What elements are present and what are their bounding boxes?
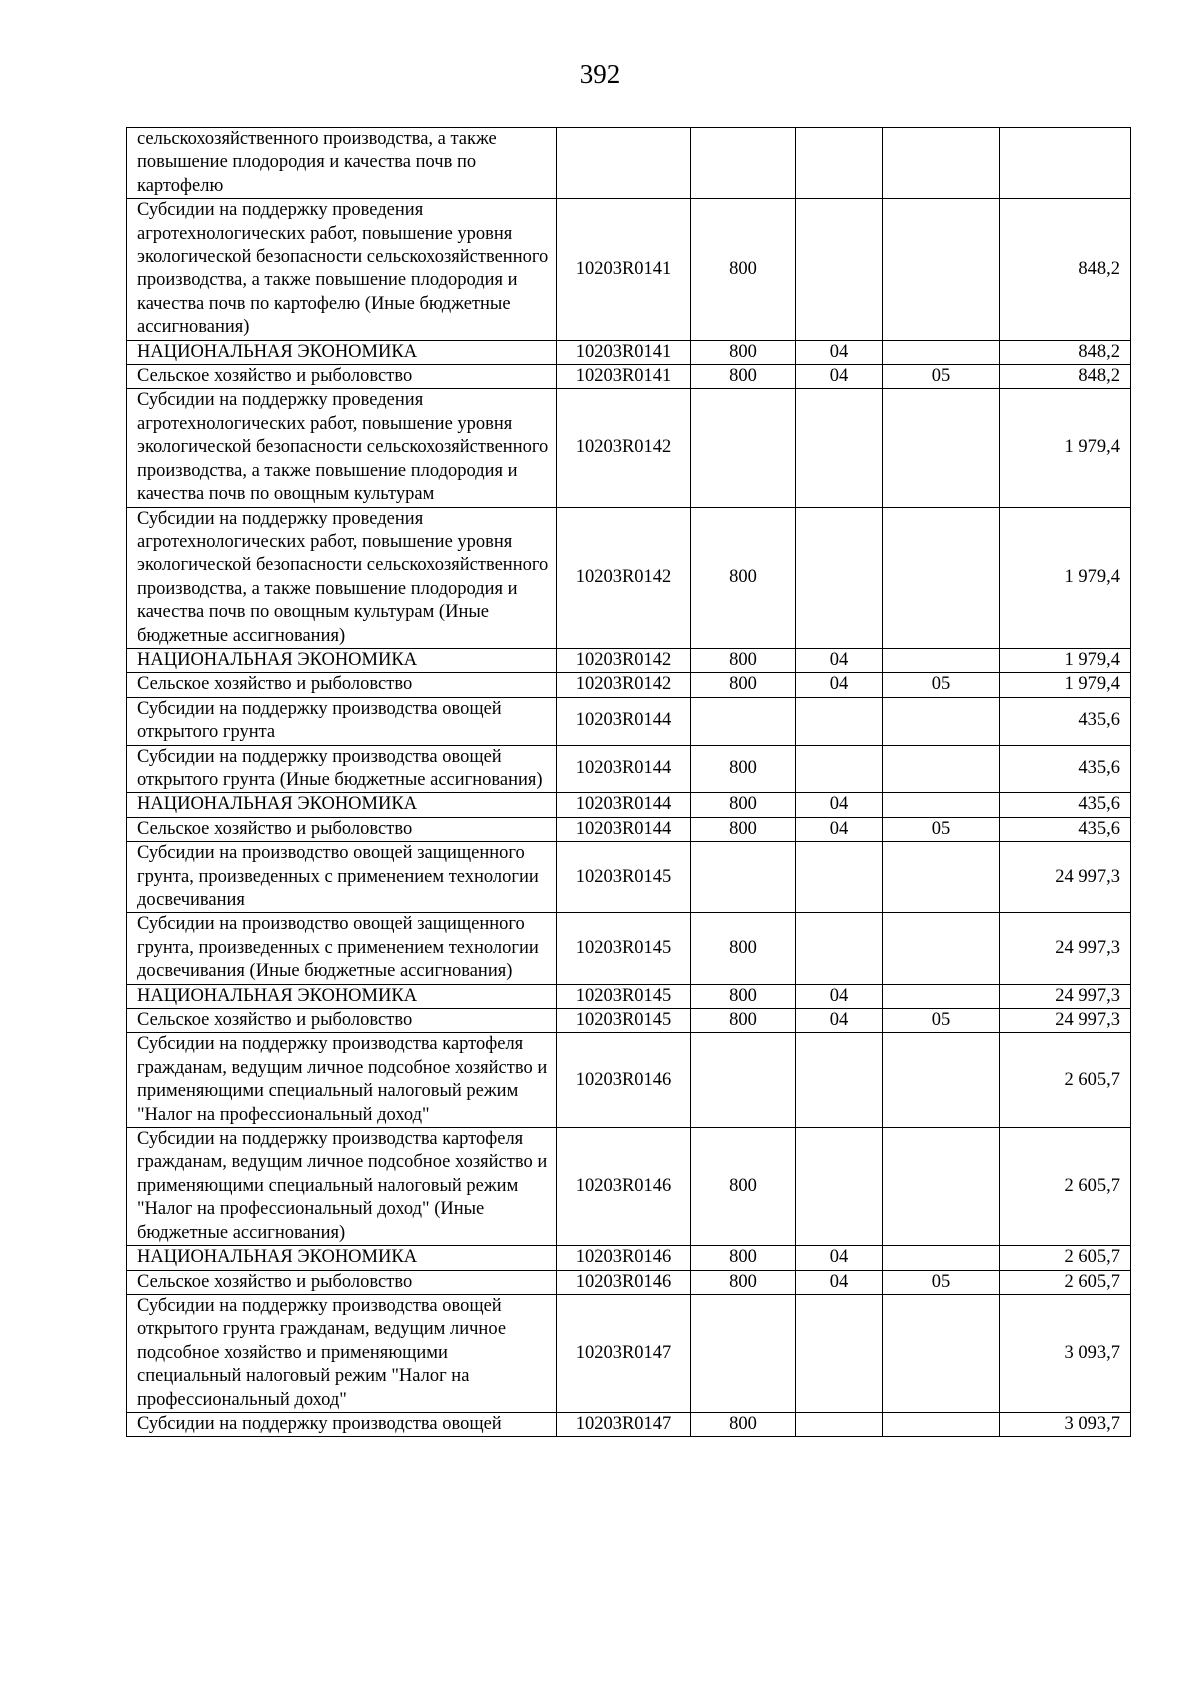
table-row [127,817,1131,841]
row-expense-type-cell: 800 [691,507,796,648]
table-row [127,984,1131,1008]
row-subsection-cell [883,842,1000,913]
row-name-cell: Субсидии на поддержку производства овощей открытого грунта [127,697,557,745]
budget-table [126,127,1131,1437]
row-expense-type-cell: 800 [691,793,796,817]
row-amount-cell: 2 605,7 [1000,1128,1131,1246]
table-row [127,389,1131,507]
row-amount-cell: 435,6 [1000,817,1131,841]
table-row [127,365,1131,389]
row-section-cell [796,389,883,507]
row-name-cell: Субсидии на производство овощей защищенного грунта, произведенных с применением технологии досвечивания [127,842,557,913]
row-subsection-cell [883,507,1000,648]
row-section-cell [796,697,883,745]
row-section-cell [796,199,883,340]
row-section-cell: 04 [796,673,883,697]
row-expense-type-cell: 800 [691,673,796,697]
row-subsection-cell [883,793,1000,817]
row-amount-cell: 848,2 [1000,340,1131,364]
row-expense-type-cell: 800 [691,817,796,841]
row-subsection-cell [883,648,1000,672]
row-code-cell: 10203R0142 [557,507,691,648]
row-code-cell: 10203R0145 [557,984,691,1008]
row-amount-cell: 2 605,7 [1000,1033,1131,1128]
row-amount-cell: 24 997,3 [1000,984,1131,1008]
row-code-cell [557,128,691,199]
row-amount-cell: 3 093,7 [1000,1412,1131,1436]
row-amount-cell: 435,6 [1000,793,1131,817]
row-name-cell: Сельское хозяйство и рыболовство [127,1270,557,1294]
row-code-cell: 10203R0147 [557,1294,691,1412]
row-name-cell: Сельское хозяйство и рыболовство [127,365,557,389]
row-name-cell: Субсидии на поддержку проведения агротехнологических работ, повышение уровня экологической безопасности сельскохозяйственного производства, а также повышение плодородия и качества почв по овощным культурам [127,389,557,507]
table-row [127,673,1131,697]
row-amount-cell [1000,128,1131,199]
row-section-cell [796,1294,883,1412]
row-code-cell: 10203R0142 [557,648,691,672]
row-section-cell: 04 [796,984,883,1008]
row-expense-type-cell [691,842,796,913]
row-subsection-cell [883,745,1000,793]
row-code-cell: 10203R0145 [557,913,691,984]
row-name-cell: Субсидии на поддержку производства овощей открытого грунта гражданам, ведущим личное подсобное хозяйство и применяющими специальный налоговый режим "Налог на профессиональный доход" [127,1294,557,1412]
row-subsection-cell [883,913,1000,984]
row-code-cell: 10203R0144 [557,793,691,817]
table-row [127,793,1131,817]
row-name-cell: Субсидии на поддержку производства картофеля гражданам, ведущим личное подсобное хозяйство и применяющими специальный налоговый режим "Налог на профессиональный доход" [127,1033,557,1128]
row-amount-cell: 435,6 [1000,745,1131,793]
row-section-cell: 04 [796,1246,883,1270]
row-subsection-cell [883,984,1000,1008]
row-subsection-cell: 05 [883,673,1000,697]
row-name-cell: Субсидии на поддержку производства овощей [127,1412,557,1436]
row-expense-type-cell: 800 [691,1009,796,1033]
table-row [127,1270,1131,1294]
row-subsection-cell: 05 [883,1009,1000,1033]
page-number: 392 [579,59,621,89]
row-code-cell: 10203R0144 [557,697,691,745]
row-name-cell: НАЦИОНАЛЬНАЯ ЭКОНОМИКА [127,340,557,364]
row-code-cell: 10203R0141 [557,365,691,389]
row-code-cell: 10203R0146 [557,1246,691,1270]
row-expense-type-cell [691,697,796,745]
row-section-cell [796,128,883,199]
row-amount-cell: 848,2 [1000,365,1131,389]
row-name-cell: НАЦИОНАЛЬНАЯ ЭКОНОМИКА [127,984,557,1008]
row-section-cell [796,842,883,913]
row-expense-type-cell [691,389,796,507]
table-row [127,1128,1131,1246]
row-amount-cell: 24 997,3 [1000,913,1131,984]
row-name-cell: сельскохозяйственного производства, а также повышение плодородия и качества почв по картофелю [127,128,557,199]
row-name-cell: Сельское хозяйство и рыболовство [127,1009,557,1033]
row-expense-type-cell: 800 [691,745,796,793]
row-subsection-cell [883,1294,1000,1412]
table-body [127,128,1131,1437]
row-section-cell [796,1128,883,1246]
table-row [127,128,1131,199]
row-expense-type-cell [691,1033,796,1128]
row-code-cell: 10203R0146 [557,1270,691,1294]
row-section-cell [796,1412,883,1436]
row-name-cell: Субсидии на поддержку производства картофеля гражданам, ведущим личное подсобное хозяйство и применяющими специальный налоговый режим "Налог на профессиональный доход" (Иные бюджетные ассигнования) [127,1128,557,1246]
row-code-cell: 10203R0144 [557,745,691,793]
table-row [127,842,1131,913]
row-name-cell: Сельское хозяйство и рыболовство [127,817,557,841]
row-code-cell: 10203R0142 [557,389,691,507]
row-section-cell: 04 [796,365,883,389]
table-row [127,199,1131,340]
table-row [127,1246,1131,1270]
row-code-cell: 10203R0147 [557,1412,691,1436]
row-code-cell: 10203R0142 [557,673,691,697]
table-row [127,340,1131,364]
table-row [127,1009,1131,1033]
row-amount-cell: 24 997,3 [1000,842,1131,913]
row-expense-type-cell: 800 [691,1128,796,1246]
row-expense-type-cell: 800 [691,340,796,364]
row-section-cell: 04 [796,793,883,817]
table-row [127,648,1131,672]
row-subsection-cell [883,340,1000,364]
row-amount-cell: 1 979,4 [1000,673,1131,697]
row-amount-cell: 435,6 [1000,697,1131,745]
row-code-cell: 10203R0141 [557,340,691,364]
table-row [127,1033,1131,1128]
row-amount-cell: 2 605,7 [1000,1246,1131,1270]
row-subsection-cell [883,697,1000,745]
row-expense-type-cell [691,128,796,199]
row-section-cell: 04 [796,817,883,841]
row-expense-type-cell: 800 [691,648,796,672]
table-row [127,697,1131,745]
row-name-cell: НАЦИОНАЛЬНАЯ ЭКОНОМИКА [127,648,557,672]
row-amount-cell: 3 093,7 [1000,1294,1131,1412]
row-expense-type-cell: 800 [691,1246,796,1270]
row-amount-cell: 848,2 [1000,199,1131,340]
row-expense-type-cell: 800 [691,984,796,1008]
row-subsection-cell [883,199,1000,340]
table-row [127,1412,1131,1436]
row-subsection-cell: 05 [883,817,1000,841]
row-amount-cell: 1 979,4 [1000,507,1131,648]
row-section-cell: 04 [796,1270,883,1294]
row-section-cell [796,507,883,648]
row-subsection-cell [883,128,1000,199]
row-subsection-cell [883,389,1000,507]
row-section-cell [796,913,883,984]
row-amount-cell: 1 979,4 [1000,389,1131,507]
row-name-cell: Субсидии на поддержку производства овощей открытого грунта (Иные бюджетные ассигнования) [127,745,557,793]
row-code-cell: 10203R0141 [557,199,691,340]
row-expense-type-cell [691,1294,796,1412]
row-code-cell: 10203R0145 [557,842,691,913]
row-expense-type-cell: 800 [691,913,796,984]
row-subsection-cell: 05 [883,1270,1000,1294]
row-expense-type-cell: 800 [691,1412,796,1436]
row-subsection-cell [883,1246,1000,1270]
row-name-cell: Субсидии на поддержку проведения агротехнологических работ, повышение уровня экологической безопасности сельскохозяйственного производства, а также повышение плодородия и качества почв по картофелю (Иные бюджетные ассигнования) [127,199,557,340]
row-section-cell [796,1033,883,1128]
table-row [127,913,1131,984]
row-name-cell: Субсидии на производство овощей защищенного грунта, произведенных с применением технологии досвечивания (Иные бюджетные ассигнования) [127,913,557,984]
row-subsection-cell [883,1412,1000,1436]
row-code-cell: 10203R0146 [557,1128,691,1246]
table-row [127,745,1131,793]
table-row [127,507,1131,648]
row-section-cell: 04 [796,648,883,672]
row-code-cell: 10203R0146 [557,1033,691,1128]
row-amount-cell: 1 979,4 [1000,648,1131,672]
row-name-cell: Субсидии на поддержку проведения агротехнологических работ, повышение уровня экологической безопасности сельскохозяйственного производства, а также повышение плодородия и качества почв по овощным культурам (Иные бюджетные ассигнования) [127,507,557,648]
row-subsection-cell [883,1033,1000,1128]
row-name-cell: Сельское хозяйство и рыболовство [127,673,557,697]
row-expense-type-cell: 800 [691,199,796,340]
row-name-cell: НАЦИОНАЛЬНАЯ ЭКОНОМИКА [127,793,557,817]
row-code-cell: 10203R0144 [557,817,691,841]
row-section-cell: 04 [796,1009,883,1033]
row-expense-type-cell: 800 [691,1270,796,1294]
row-amount-cell: 24 997,3 [1000,1009,1131,1033]
row-name-cell: НАЦИОНАЛЬНАЯ ЭКОНОМИКА [127,1246,557,1270]
row-section-cell: 04 [796,340,883,364]
row-subsection-cell: 05 [883,365,1000,389]
row-amount-cell: 2 605,7 [1000,1270,1131,1294]
table-row [127,1294,1131,1412]
row-expense-type-cell: 800 [691,365,796,389]
row-code-cell: 10203R0145 [557,1009,691,1033]
row-subsection-cell [883,1128,1000,1246]
row-section-cell [796,745,883,793]
